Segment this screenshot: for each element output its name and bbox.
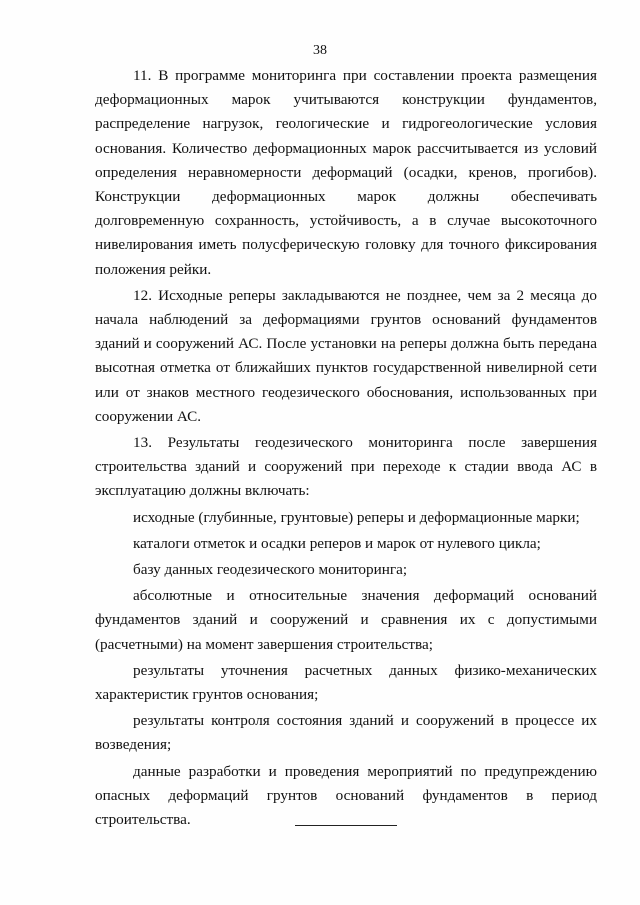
list-item: каталоги отметок и осадки реперов и марок от нулевого цикла; [133,534,541,552]
body-text [95,64,597,834]
list-item: результаты контроля состояния зданий и сооружений в процессе их возведения; [95,712,597,754]
list-item: результаты уточнения расчетных данных физико-механических характеристик грунтов основания; [95,661,597,704]
list-item: данные разработки и проведения мероприятий по предупреждению опасных деформаций грунтов оснований фундаментов в период строительства. [95,762,597,829]
end-divider-line [295,825,397,826]
page-number: 38 [313,43,327,58]
list-item: базу данных геодезического мониторинга; [133,561,408,579]
paragraph-12: 12. Исходные реперы закладываются не позднее, чем за 2 месяца до начала наблюдений за деформациями грунтов оснований фундаментов зданий и сооружений АС. После установки на реперы должна быть передана высотная отметка от ближайших пунктов государственной нивелирной сети или от знаков местного геодезического обоснования, использованных при сооружении АС. [95,286,597,425]
paragraph-13: 13. Результаты геодезического мониторинга после завершения строительства зданий и сооружений при переходе к стадии ввода АС в эксплуатацию должны включать: [95,434,597,500]
paragraph-11: 11. В программе мониторинга при составлении проекта размещения деформационных марок учитываются конструкции фундаментов, распределение нагрузок, геологические и гидрогеологические условия основания. Количество деформационных марок рассчитывается из условий определения неравномерности деформаций (осадки, кренов, прогибов). Конструкции деформационных марок должны обеспечивать долговременную сохранность, устойчивость, а в случае высокоточного нивелирования иметь полусферическую головку для точного фиксирования положения рейки. [95,67,597,278]
list-item: абсолютные и относительные значения деформаций оснований фундаментов зданий и сооружений и сравнения их с допустимыми (расчетными) на момент завершения строительства; [95,587,597,653]
list-item: исходные (глубинные, грунтовые) реперы и деформационные марки; [133,508,580,526]
